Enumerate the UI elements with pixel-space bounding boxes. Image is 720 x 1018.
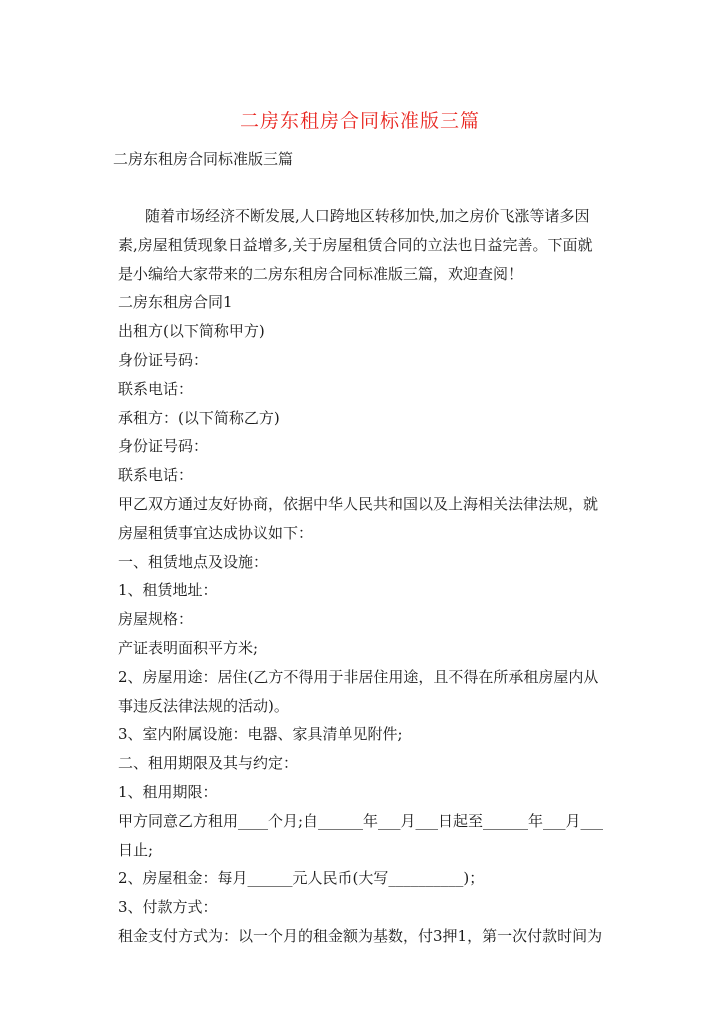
clause-payment: 3、付款方式： bbox=[118, 898, 218, 917]
lessee-phone-line: 联系电话： bbox=[118, 466, 194, 485]
document-body bbox=[118, 202, 606, 951]
section-heading-term: 二、租用期限及其与约定： bbox=[118, 754, 299, 773]
clause-facilities: 3、室内附属设施：电器、家具清单见附件; bbox=[118, 725, 403, 744]
clause-term-detail: 甲方同意乙方租用____个月;自______年___月___日起至______年___月___日止; bbox=[118, 811, 604, 859]
document-title: 二房东租房合同标准版三篇 bbox=[239, 110, 480, 132]
clause-term: 1、租用期限： bbox=[118, 782, 218, 801]
lessee-id-line: 身份证号码： bbox=[118, 437, 209, 456]
clause-address: 1、租赁地址： bbox=[118, 581, 218, 600]
clause-spec: 房屋规格： bbox=[118, 610, 194, 629]
clause-payment-detail: 租金支付方式为：以一个月的租金额为基数，付3押1，第一次付款时间为 bbox=[118, 926, 603, 945]
lessee-line: 承租方：(以下简称乙方) bbox=[118, 408, 280, 427]
section-heading-location: 一、租赁地点及设施： bbox=[118, 552, 269, 571]
contract-heading: 二房东租房合同1 bbox=[118, 293, 233, 312]
clause-area: 产证表明面积平方米; bbox=[118, 638, 259, 657]
lessor-line: 出租方(以下简称甲方) bbox=[118, 322, 265, 341]
lessor-id-line: 身份证号码： bbox=[118, 350, 209, 369]
agreement-preamble: 甲乙双方通过友好协商，依据中华人民共和国以及上海相关法律法规，就房屋租赁事宜达成协议如下： bbox=[118, 494, 599, 542]
lessor-phone-line: 联系电话： bbox=[118, 379, 194, 398]
clause-usage: 2、房屋用途：居住(乙方不得用于非居住用途，且不得在所承租房屋内从事违反法律法规的活动)。 bbox=[118, 667, 599, 715]
document-subtitle: 二房东租房合同标准版三篇 bbox=[113, 150, 294, 168]
intro-paragraph: 随着市场经济不断发展,人口跨地区转移加快,加之房价飞涨等诸多因素,房屋租赁现象日益增多,关于房屋租赁合同的立法也日益完善。下面就是小编给大家带来的二房东租房合同标准版三篇，欢迎查阅！ bbox=[118, 207, 593, 283]
clause-rent: 2、房屋租金：每月______元人民币(大写__________)； bbox=[118, 869, 485, 888]
